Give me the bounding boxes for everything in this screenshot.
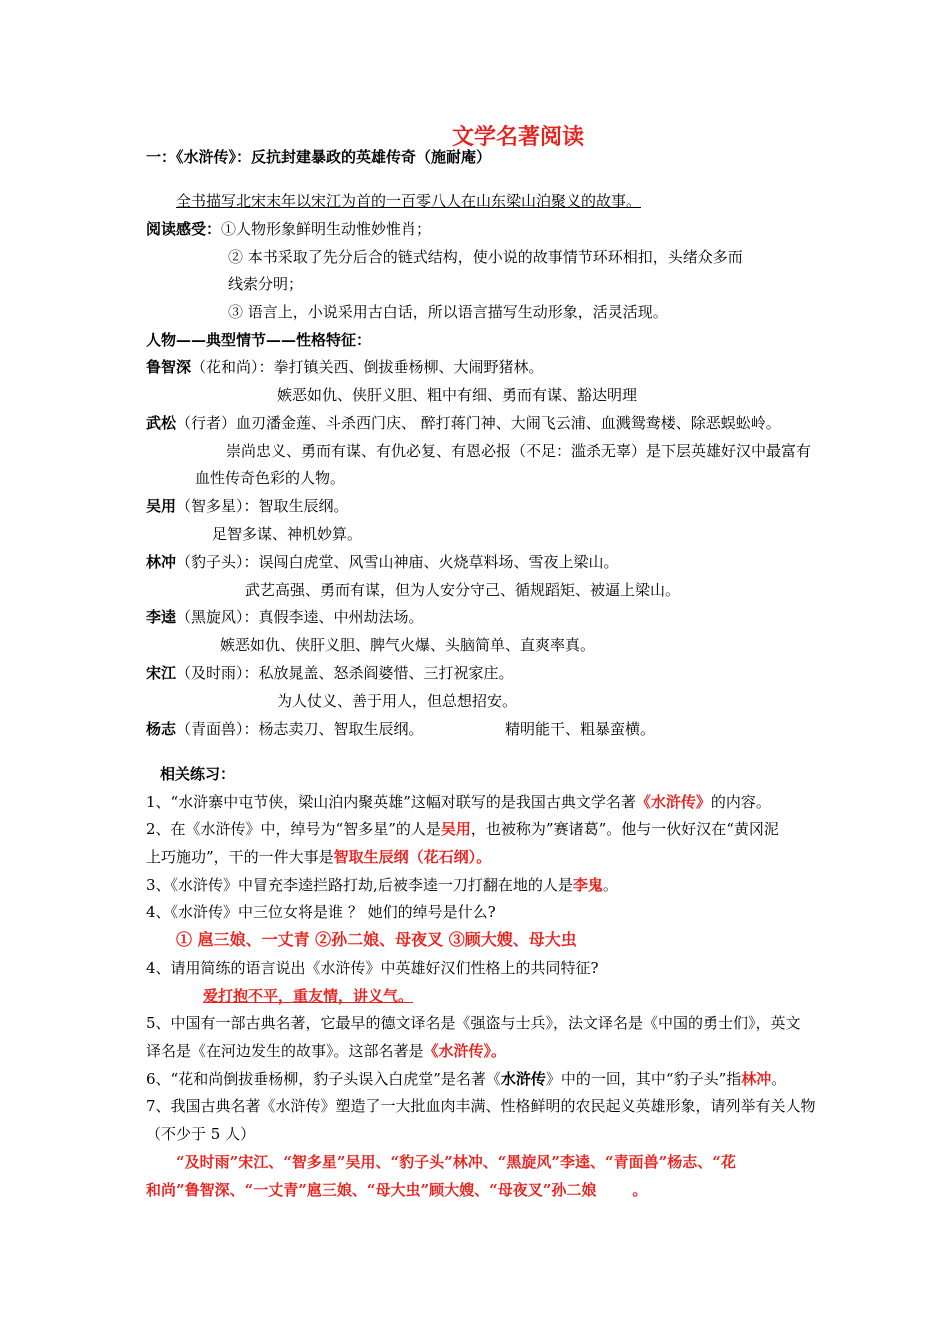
- character-plot: 误闯白虎堂、风雪山神庙、火烧草料场、雪夜上梁山。: [258, 553, 619, 571]
- character-name: 李逵: [146, 608, 177, 626]
- section-heading: 一：《水浒传》：反抗封建暴政的英雄传奇（施耐庵）: [146, 148, 492, 166]
- reading-line-1: [146, 219, 431, 239]
- character-yangzhi: [146, 719, 424, 739]
- answer: 水浒传: [500, 1070, 546, 1088]
- answer-5: 爱打抱不平，重友情，讲义气。: [203, 987, 414, 1005]
- question-text: 6、“花和尚倒拔垂杨柳，豹子头误入白虎堂”是名著《: [146, 1070, 501, 1088]
- character-plot: 真假李逵、中州劫法场。: [258, 608, 424, 626]
- answer: 《水浒传》: [635, 793, 711, 811]
- character-name: 吴用: [146, 497, 177, 515]
- question-text: 2、在《水浒传》中，绰号为“智多星”的人是: [146, 820, 441, 838]
- question-text: 。: [771, 1070, 787, 1088]
- characters-heading: 人物——典型情节——性格特征：: [146, 331, 372, 349]
- character-plot: 杨志卖刀、智取生辰纲。: [258, 720, 424, 738]
- character-nick: （豹子头）：: [176, 553, 259, 571]
- reading-point-2a: ② 本书采取了先分后合的链式结构，使小说的故事情节环环相扣，头绪众多而: [228, 248, 743, 266]
- answer: 和尚”鲁智深、“一丈青”扈三娘、“母大虫”顾大嫂、“母夜叉”孙二娘: [146, 1181, 597, 1199]
- character-nick: （黑旋风）：: [176, 608, 259, 626]
- question-7: [146, 1069, 786, 1089]
- character-songjiang: [146, 663, 514, 683]
- question-text: 译名是《在河边发生的故事》。这部名著是: [146, 1042, 424, 1060]
- answer: 林冲: [741, 1070, 772, 1088]
- character-nick: （及时雨）：: [176, 664, 259, 682]
- question-text: ，也被称为”赛诸葛”。他与一伙好汉在“黄冈泥: [470, 820, 779, 838]
- answer: 吴用: [440, 820, 471, 838]
- summary: 全书描写北宋末年以宋江为首的一百零八人在山东梁山泊聚义的故事。: [176, 192, 642, 210]
- answer: 李鬼: [572, 876, 603, 894]
- character-luzhishen: [146, 357, 544, 377]
- character-trait: 精明能干、粗暴蛮横。: [505, 720, 656, 738]
- answer-8-cont: [146, 1180, 647, 1200]
- question-text: 1、“水浒寨中屯节侠，梁山泊内聚英雄”这幅对联写的是我国古典文学名著: [146, 793, 636, 811]
- question-4: 4、《水浒传》中三位女将是谁 ？ 她们的绰号是什么?: [146, 903, 496, 921]
- question-text: 3、《水浒传》中冒充李逵拦路打劫,后被李逵一刀打翻在地的人是: [146, 876, 573, 894]
- character-nick: （智多星）：: [176, 497, 259, 515]
- exercises-heading: 相关练习：: [160, 765, 236, 783]
- question-text: 的内容。: [710, 793, 771, 811]
- character-nick: （花和尚）：: [191, 358, 274, 376]
- character-plot: 血刃潘金莲、斗杀西门庆、 醉打蒋门神、大闹飞云浦、血溅鸳鸯楼、除恶蜈蚣岭。: [236, 414, 781, 432]
- question-text: 。: [602, 876, 618, 894]
- question-8-cont: （不少于 5 人）: [146, 1125, 256, 1143]
- reading-point-3: ③ 语言上，小说采用古白话，所以语言描写生动形象，活灵活现。: [228, 303, 668, 321]
- character-name: 鲁智深: [146, 358, 192, 376]
- character-trait: 武艺高强、勇而有谋，但为人安分守己、循规蹈矩、被逼上梁山。: [245, 581, 681, 599]
- answer: 智取生辰纲（花石纲）。: [333, 848, 492, 866]
- character-wusong: [146, 413, 781, 433]
- character-trait: 为人仗义、善于用人，但总想招安。: [277, 692, 518, 710]
- question-8: 7、我国古典名著《水浒传》塑造了一大批血肉丰满、性格鲜明的农民起义英雄形象，请列举有关人物: [146, 1097, 816, 1115]
- character-trait-cont: 血性传奇色彩的人物。: [195, 469, 346, 487]
- character-name: 林冲: [146, 553, 177, 571]
- reading-point-1: ①人物形象鲜明生动惟妙惟肖；: [221, 220, 432, 238]
- character-name: 宋江: [146, 664, 177, 682]
- reading-label: 阅读感受：: [146, 220, 222, 238]
- character-plot: 拳打镇关西、倒拔垂杨柳、大闹野猪林。: [273, 358, 544, 376]
- question-text: 上巧施功”，干的一件大事是: [146, 848, 334, 866]
- reading-point-2b: 线索分明；: [228, 275, 304, 293]
- answer-end: 。: [632, 1181, 648, 1199]
- character-plot: 私放晁盖、怒杀阎婆惜、三打祝家庄。: [258, 664, 514, 682]
- character-plot: 智取生辰纲。: [258, 497, 349, 515]
- question-3: [146, 875, 618, 895]
- character-nick: （行者）: [176, 414, 237, 432]
- question-2-cont: [146, 847, 491, 867]
- character-trait: 足智多谋、神机妙算。: [212, 525, 363, 543]
- character-wuyong: [146, 496, 349, 516]
- character-nick: （青面兽）：: [176, 720, 259, 738]
- answer-8: “及时雨”宋江、“智多星”吴用、“豹子头”林冲、“黑旋风”李逵、“青面兽”杨志、“花: [176, 1153, 736, 1171]
- character-trait: 嫉恶如仇、侠肝义胆、脾气火爆、头脑简单、直爽率真。: [220, 636, 596, 654]
- question-text: 》中的一回，其中“豹子头”指: [545, 1070, 742, 1088]
- page-title: 文学名著阅读: [452, 124, 585, 150]
- character-trait: 嫉恶如仇、侠肝义胆、粗中有细、勇而有谋、豁达明理: [277, 386, 638, 404]
- character-trait: 崇尚忠义、勇而有谋、有仇必复、有恩必报（不足：滥杀无辜）是下层英雄好汉中最富有: [226, 442, 812, 460]
- answer-4: ① 扈三娘、一丈青 ②孙二娘、母夜叉 ③顾大嫂、母大虫: [176, 930, 577, 949]
- question-1: [146, 792, 771, 812]
- character-name: 杨志: [146, 720, 177, 738]
- question-2: [146, 819, 779, 839]
- answer: 《水浒传》。: [423, 1042, 507, 1060]
- question-6: 5、中国有一部古典名著，它最早的德文译名是《强盗与士兵》，法文译名是《中国的勇士们》，英文: [146, 1014, 801, 1032]
- question-5: 4、请用简练的语言说出《水浒传》中英雄好汉们性格上的共同特征?: [146, 959, 599, 977]
- question-6-cont: [146, 1041, 506, 1061]
- character-likui: [146, 607, 424, 627]
- character-linchong: [146, 552, 619, 572]
- character-name: 武松: [146, 414, 177, 432]
